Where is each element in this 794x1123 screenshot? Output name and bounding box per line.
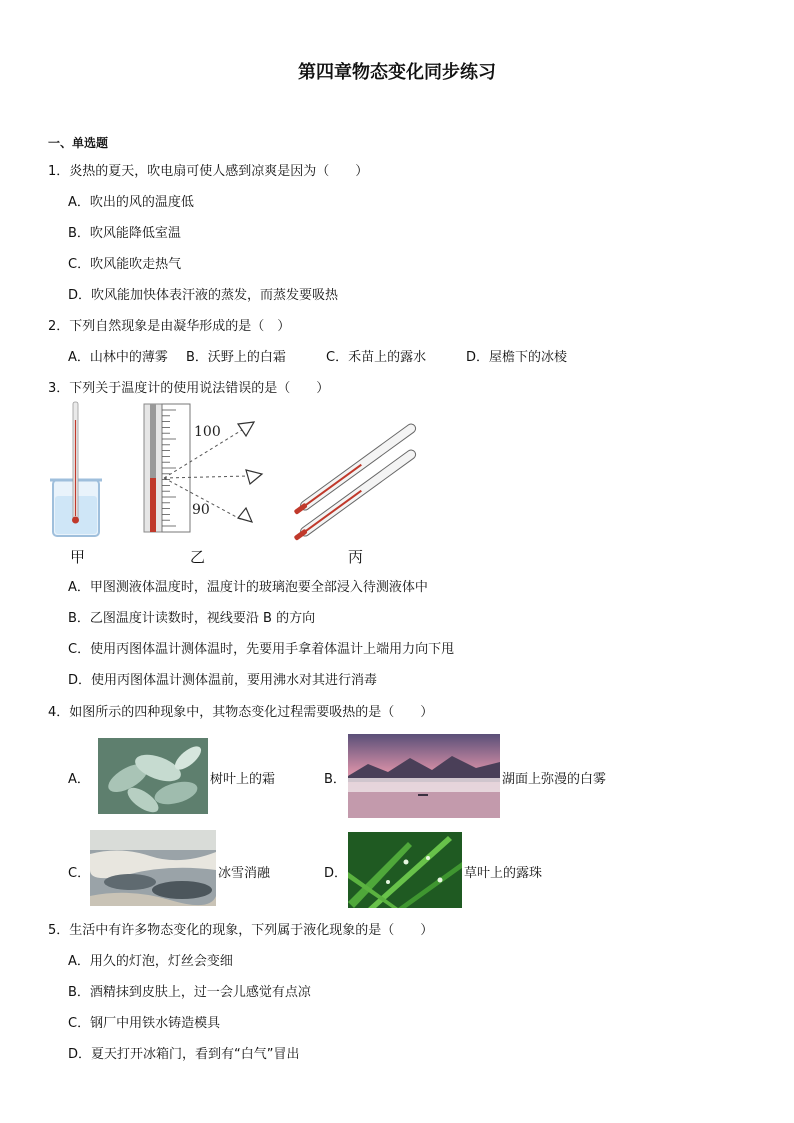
dew-grass-image [348, 832, 462, 908]
question-5-stem: 5．生活中有许多物态变化的现象，下列属于液化现象的是（ ） [48, 923, 434, 938]
clinical-thermometers [292, 422, 417, 542]
q4-option-a-caption: 树叶上的霜 [210, 772, 276, 787]
q4-option-b-letter: B． [324, 772, 346, 787]
q4-option-d-caption: 草叶上的露珠 [464, 866, 543, 881]
q5-option-d: D．夏天打开冰箱门，看到有“白气”冒出 [68, 1047, 300, 1062]
question-3-stem: 3．下列关于温度计的使用说法错误的是（ ） [48, 381, 330, 396]
q3-option-c: C．使用丙图体温计测体温时，先要用手拿着体温计上端用力向下甩 [68, 642, 455, 657]
scale-diagram [144, 404, 262, 532]
thermometer-figure [40, 400, 440, 570]
q3-option-a: A．甲图测液体温度时，温度计的玻璃泡要全部浸入待测液体中 [68, 580, 428, 595]
q5-option-c: C．钢厂中用铁水铸造模具 [68, 1016, 221, 1031]
question-1-stem: 1．炎热的夏天，吹电扇可使人感到凉爽是因为（ ） [48, 164, 369, 179]
figure-label-bing: 丙 [348, 548, 364, 566]
q1-option-d: D．吹风能加快体表汗液的蒸发，而蒸发要吸热 [68, 288, 339, 303]
thermometer-figure-graphic [40, 400, 440, 570]
eye-icon [246, 470, 262, 484]
scale-label-top: 100 [194, 424, 221, 440]
q5-option-a: A．用久的灯泡，灯丝会变细 [68, 954, 233, 969]
q4-option-c-caption: 冰雪消融 [218, 866, 271, 881]
eye-icon [238, 422, 254, 436]
frost-leaves-image [98, 738, 208, 814]
scale-label-bottom: 90 [192, 502, 210, 518]
q2-option-b: B．沃野上的白霜 [186, 350, 286, 365]
section-heading: 一、单选题 [48, 136, 109, 150]
q1-option-c: C．吹风能吹走热气 [68, 257, 182, 272]
figure-label-jia: 甲 [70, 548, 86, 566]
q3-option-b: B．乙图温度计读数时，视线要沿 B 的方向 [68, 611, 316, 626]
q5-option-b: B．酒精抹到皮肤上，过一会儿感觉有点凉 [68, 985, 311, 1000]
q1-option-b: B．吹风能降低室温 [68, 226, 181, 241]
page-title: 第四章物态变化同步练习 [298, 62, 496, 83]
q4-option-c-letter: C． [68, 866, 91, 881]
q3-option-d: D．使用丙图体温计测体温前，要用沸水对其进行消毒 [68, 673, 378, 688]
melting-snow-image [90, 830, 216, 906]
q1-option-a: A．吹出的风的温度低 [68, 195, 194, 210]
q2-option-a: A．山林中的薄雾 [68, 350, 168, 365]
beaker-diagram [50, 402, 102, 536]
eye-icon [238, 508, 252, 522]
figure-label-yi: 乙 [190, 548, 206, 566]
q4-option-a-letter: A． [68, 772, 90, 787]
q4-option-d-letter: D． [324, 866, 348, 881]
question-4-stem: 4．如图所示的四种现象中，其物态变化过程需要吸热的是（ ） [48, 705, 434, 720]
lake-fog-image [348, 734, 500, 818]
q2-option-c: C．禾苗上的露水 [326, 350, 427, 365]
q4-option-b-caption: 湖面上弥漫的白雾 [502, 772, 607, 787]
q2-option-d: D．屋檐下的冰棱 [466, 350, 568, 365]
question-2-stem: 2．下列自然现象是由凝华形成的是（ ） [48, 319, 291, 334]
